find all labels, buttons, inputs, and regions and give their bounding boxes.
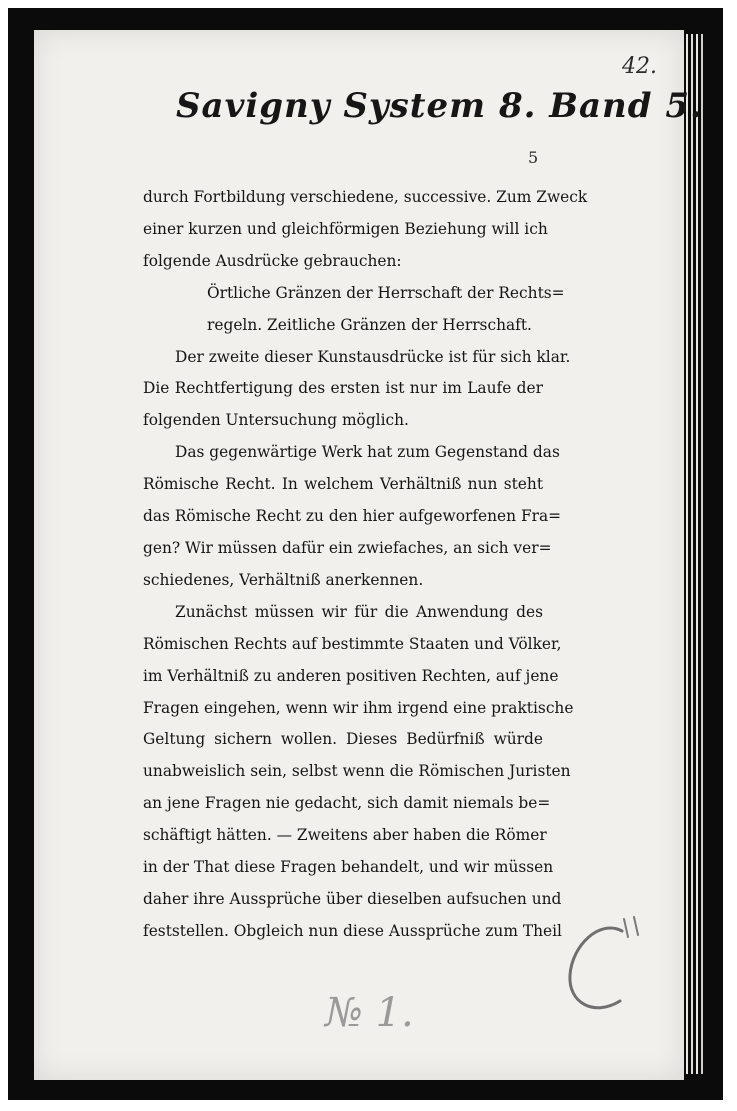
text-line: Zunächst müssen wir für die Anwendung des	[175, 602, 543, 621]
text-line: folgenden Untersuchung möglich.	[143, 411, 409, 430]
text-line: durch Fortbildung verschiedene, successive. Zum Zweck	[143, 188, 588, 206]
page-edge	[701, 34, 703, 1074]
shelf-mark-annotation: № 1.	[325, 990, 414, 1036]
text-line: das Römische Recht zu den hier aufgeworfenen Fra=	[143, 507, 562, 526]
page-number: 5	[528, 148, 539, 167]
text-line: daher ihre Aussprüche über dieselben aufsuchen und	[143, 889, 562, 908]
text-line: in der That diese Fragen behandelt, und wir müssen	[143, 858, 554, 877]
page-edge	[691, 34, 693, 1074]
text-line: schäftigt hätten. — Zweitens aber haben die Römer	[143, 826, 547, 845]
page-edge	[686, 34, 688, 1074]
text-line: im Verhältniß zu anderen positiven Rechten, auf jene	[143, 666, 559, 685]
body-text	[143, 182, 588, 948]
text-line: Geltung sichern wollen. Dieses Bedürfniß würde	[143, 730, 543, 749]
text-line: feststellen. Obgleich nun diese Aussprüche zum Theil	[143, 921, 562, 940]
page-edge	[696, 34, 698, 1074]
text-line: schiedenes, Verhältniß anerkennen.	[143, 570, 424, 589]
text-line: Fragen eingehen, wenn wir ihm irgend eine praktische	[143, 698, 574, 717]
folio-annotation: 42.	[622, 54, 657, 79]
text-line: einer kurzen und gleichförmigen Beziehung will ich	[143, 219, 548, 238]
text-line: gen? Wir müssen dafür ein zwiefaches, an sich ver=	[143, 538, 552, 557]
handwritten-header: Savigny System 8. Band 5.	[176, 86, 703, 126]
text-line: regeln. Zeitliche Gränzen der Herrschaft.	[207, 315, 532, 334]
text-line: an jene Fragen nie gedacht, sich damit niemals be=	[143, 794, 551, 813]
text-line: folgende Ausdrücke gebrauchen:	[143, 251, 402, 270]
text-line: Das gegenwärtige Werk hat zum Gegenstand das	[175, 443, 560, 462]
text-line: unabweislich sein, selbst wenn die Römischen Juristen	[143, 762, 571, 781]
text-line: Römischen Rechts auf bestimmte Staaten und Völker,	[143, 634, 562, 653]
handwritten-c-mark	[560, 905, 650, 1025]
text-line: Der zweite dieser Kunstausdrücke ist für sich klar.	[175, 347, 571, 366]
text-line: Die Rechtfertigung des ersten ist nur im Laufe der	[143, 379, 543, 398]
text-line: Örtliche Gränzen der Herrschaft der Rechts=	[207, 283, 565, 302]
text-line: Römische Recht. In welchem Verhältniß nun steht	[143, 475, 543, 494]
